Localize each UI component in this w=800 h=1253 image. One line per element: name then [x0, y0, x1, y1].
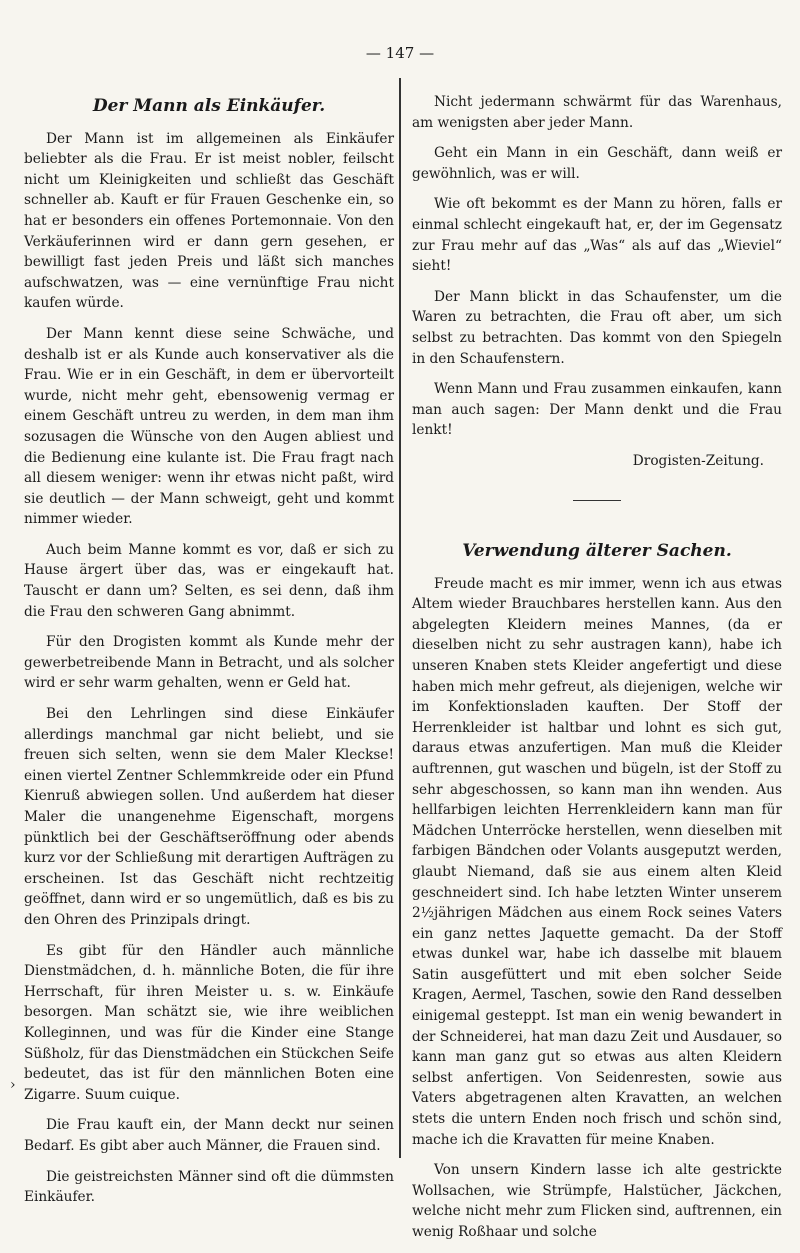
paragraph: Wenn Mann und Frau zusammen einkaufen, kann man auch sagen: Der Mann denkt und die Frau lenkt!	[412, 381, 782, 439]
paragraph: Bei den Lehrlingen sind diese Einkäufer allerdings manchmal gar nicht beliebt, und sie freuen sich selten, wenn sie dem Maler Kleckse! einen viertel Zentner Schlemmkreide oder ein Pfund Kienruß abwiegen sollen. Und außerdem hat dieser Maler die unangenehme Eigenschaft, morgens pünktlich bei der Geschäftseröffnung oder abends kurz vor der Schließung mit derartigen Aufträgen zu erscheinen. Ist das Geschäft nicht rechtzeitig geöffnet, dann wird er so ungemütlich, daß es bis zu den Ohren des Prinzipals dringt.	[24, 706, 394, 928]
paragraph: Freude macht es mir immer, wenn ich aus etwas Altem wieder Brauchbares herstellen kann. Aus den abgelegten Kleidern meines Mannes, (da er dieselben nicht zu sehr austragen kann), habe ich unseren Knaben stets Kleider angefertigt und diese haben mich mehr gefreut, als diejenigen, welche wir im Konfektionsladen kauften. Der Stoff der Herrenkleider ist haltbar und lohnt es sich gut, daraus etwas anzufertigen. Man muß die Kleider auftrennen, gut waschen und bügeln, ist der Stoff zu sehr abgeschossen, so kann man ihn wenden. Aus hellfarbigen leichten Herrenkleidern kann man für Mädchen Unterröcke herstellen, wenn dieselben mit farbigen Bändchen oder Volants ausgeputzt werden, glaubt Niemand, daß sie aus einem alten Kleid geschneidert sind. Ich habe letzten Winter unserem 2½jährigen Mädchen aus einem Rock seines Vaters ein ganz nettes Jaquette gemacht. Da der Stoff etwas dunkel war, habe ich dasselbe mit blauem Satin ausgefüttert und mit eben solcher Seide Kragen, Aermel, Taschen, sowie den Rand desselben einigemal gesteppt. Ist man ein wenig bewandert in der Schneiderei, hat man dazu Zeit und Ausdauer, so kann man ganz gut so etwas aus alten Kleidern selbst anfertigen. Von Seidenresten, sowie aus Vaters abgetragenen alten Kravatten, an welchen stets die untern Enden noch frisch und schön sind, mache ich die Kravatten für meine Knaben.	[412, 575, 782, 1148]
paragraph: Von unsern Kindern lasse ich alte gestrickte Wollsachen, wie Strümpfe, Halstücher, Jäckchen, welche nicht mehr zum Flicken sind, auftrennen, ein wenig Roßhaar und solche	[412, 1162, 782, 1240]
left-column	[24, 92, 394, 1218]
column-divider	[399, 78, 401, 1158]
paragraph: Auch beim Manne kommt es vor, daß er sich zu Hause ärgert über das, was er eingekauft hat. Tauscht er dann um? Selten, es sei denn, daß ihm die Frau den schweren Gang abnimmt.	[24, 541, 394, 620]
paragraph: Geht ein Mann in ein Geschäft, dann weiß er gewöhnlich, was er will.	[412, 145, 782, 182]
article-title: Der Mann als Einkäufer.	[92, 96, 326, 116]
article-title: Verwendung älterer Sachen.	[462, 541, 732, 561]
paragraph: Die geistreichsten Männer sind oft die dümmsten Einkäufer.	[24, 1168, 394, 1206]
paragraph: Der Mann blickt in das Schaufenster, um die Waren zu betrachten, die Frau oft aber, um sich selbst zu betrachten. Das kommt von den Spiegeln in den Schaufenstern.	[412, 288, 782, 367]
paragraph: Die Frau kauft ein, der Mann deckt nur seinen Bedarf. Es gibt aber auch Männer, die Frauen sind.	[24, 1117, 394, 1154]
paragraph: Für den Drogisten kommt als Kunde mehr der gewerbetreibende Mann in Betracht, und als solcher wird er sehr warm gehalten, wenn er Geld hat.	[24, 634, 394, 692]
paragraph: Wie oft bekommt es der Mann zu hören, falls er einmal schlecht eingekauft hat, er, der im Gegensatz zur Frau mehr auf das „Was“ als auf das „Wieviel“ sieht!	[412, 196, 782, 275]
source-signature: Drogisten-Zeitung.	[632, 452, 764, 469]
section-divider	[573, 500, 621, 502]
paragraph: Es gibt für den Händler auch männliche Dienstmädchen, d. h. männliche Boten, die für ihre Herrschaft, für ihren Meister u. s. w. Einkäufe besorgen. Man schätzt sie, wie ihre weiblichen Kolleginnen, und was für die Kinder eine Stange Süßholz, für das Dienstmädchen ein Stückchen Seife bedeutet, das ist für den männlichen Boten eine Zigarre. Suum cuique.	[24, 942, 394, 1103]
page-number: — 147 —	[365, 44, 435, 62]
margin-mark: ›	[10, 1077, 16, 1093]
paragraph: Nicht jedermann schwärmt für das Warenhaus, am wenigsten aber jeder Mann.	[412, 94, 782, 131]
paragraph: Der Mann ist im allgemeinen als Einkäufer beliebter als die Frau. Er ist meist nobler, feilscht nicht um Kleinigkeiten und schließt das Geschäft schneller ab. Kauft er für Frauen Geschenke ein, so hat er besonders ein offenes Portemonnaie. Von den Verkäuferinnen wird er dann gern gesehen, er bewilligt fast jeden Preis und läßt sich manches aufschwatzen, was — eine vernünftige Frau nicht kaufen würde.	[24, 130, 394, 312]
paragraph: Der Mann kennt diese seine Schwäche, und deshalb ist er als Kunde auch konservativer als die Frau. Wie er in ein Geschäft, in dem er übervorteilt wurde, nicht mehr geht, ebensowenig vermag er einem Geschäft untreu zu werden, in dem man ihm sozusagen die Wünsche von den Augen abliest und die Bedienung eine kulante ist. Die Frau fragt nach all diesem weniger: wenn ihr etwas nicht paßt, wird sie deutlich — der Mann schweigt, geht und kommt nimmer wieder.	[24, 325, 394, 528]
right-column	[412, 92, 782, 1253]
